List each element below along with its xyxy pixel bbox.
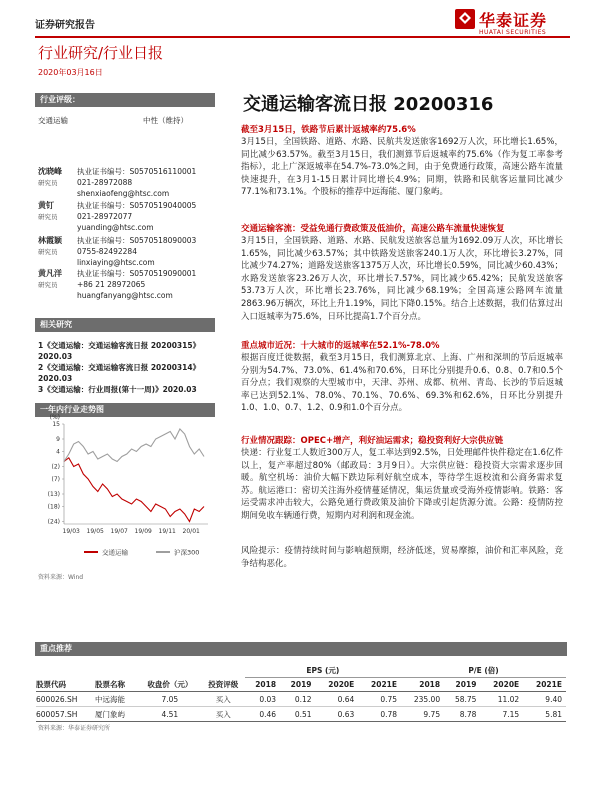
- col-header: 2021E: [371, 680, 398, 689]
- logo-text-en: HUATAI SECURITIES: [479, 29, 547, 36]
- y-tick-label: (2): [51, 463, 60, 471]
- section-body: 根据百度迁徙数据，截至3月15日，我们测算北京、上海、广州和深圳的节后返城率分别为54.7%、73.0%、61.4%和70.6%，日环比分别提升0.6、0.8、0.7和0.5个百分点；我们观察的大型城市中，天津、苏州、成都、杭州、青岛、长沙的节后返城率已达到52.1%、78.0%、70.1%、70.6%、69.3%和62.6%，日环比分别提升1.0、1.0、0.7、1.2、0.9和1.0个百分点。: [241, 353, 563, 414]
- report-category: 行业研究/行业日报: [38, 44, 164, 62]
- analyst-name: 黄钉: [38, 201, 54, 210]
- col-header: 股票名称: [95, 679, 126, 689]
- section-body: 快递：行业复工人数近300万人，复工率达到92.5%，日处理邮件快件稳定在1.6亿件以上，复产率超过80%（邮政局：3月9日）。大宗供应链：稳投资大宗需求逐步回暖。航空机场：油价大幅下跌边际利好航空成本，等待学生返校流和公商务需求复苏。航运港口：密切关注海外疫情蔓延情况，集运货量或受海外疫情影响。铁路：客运受需求冲击较大，公路免通行费政策及油价下降或引起货源分流。公路：疫情防控期间免收车辆通行费，短期内对利润和现金流。: [241, 448, 563, 521]
- table-cell: 中远海能: [95, 694, 126, 704]
- table-cell: 5.81: [545, 709, 562, 719]
- analyst-license: 执业证书编号：S0570516110001: [77, 167, 197, 176]
- pe-group-header: P/E (倍): [401, 664, 566, 678]
- table-cell: 600057.SH: [36, 709, 78, 719]
- table-cell: 9.75: [423, 709, 441, 719]
- col-header: 2021E: [536, 680, 562, 689]
- table-row: [36, 692, 566, 707]
- analyst-info: [77, 166, 196, 199]
- rating-bar: 行业评级：: [35, 93, 215, 107]
- section-heading: 行业情况跟踪：OPEC+增产，利好油运需求；稳投资利好大宗供应链: [241, 436, 504, 446]
- table-cell: 8.78: [459, 709, 477, 719]
- table-cell: 600026.SH: [36, 694, 78, 704]
- analyst-name: 林霞颖: [38, 236, 62, 245]
- analyst-name: 黄凡洋: [38, 269, 62, 278]
- analyst-license: 执业证书编号：S0570518090003: [77, 236, 197, 245]
- table-cell: 7.15: [502, 709, 520, 719]
- risk-warning: 风险提示：疫情持续时间与影响超预期，经济低迷，贸易摩擦，油价和汇率风险，竞争结构恶化。: [241, 546, 563, 569]
- analyst-license: 执业证书编号：S0570519040005: [77, 201, 197, 210]
- table-cell: 58.75: [454, 694, 477, 704]
- table-source: 资料来源：华泰证券研究所: [38, 725, 111, 732]
- analyst-phone: 021-28972077: [77, 212, 133, 221]
- section-body: 3月15日，全国铁路、道路、水路、民航发送旅客总量为1692.09万人次，环比增长1.65%，同比减少63.57%；其中铁路发送旅客240.1万人次，环比增长3.27%，同比减少74.27%；道路发送旅客1375万人次，环比增长0.59%，同比减少60.43%；水路发送旅客23.26万人次，环比增长7.57%，同比减少65.42%；民航发送旅客53.73万人次，环比增长23.76%，同比减少68.19%；全国高速公路网车流量2863.96万辆次，环比上升1.19%，同比下降0.15%。结合上述数据，我们估算过出入口返城率为75.6%，日环比提高1.7个百分点。: [241, 236, 563, 322]
- table-cell: 0.12: [294, 694, 312, 704]
- analyst-email[interactable]: shenxiaofeng@htsc.com: [77, 189, 170, 198]
- table-cell: 11.02: [497, 694, 520, 704]
- table-cell: 0.64: [337, 694, 355, 704]
- x-tick-label: 19/11: [158, 528, 176, 535]
- x-tick-label: 19/09: [134, 528, 152, 535]
- legend-label: 沪深300: [174, 548, 200, 557]
- table-cell: 0.78: [380, 709, 398, 719]
- recommendation-bar: 重点推荐: [35, 642, 567, 656]
- section-heading: 交通运输客流：受益免通行费政策及低油价，高速公路车流量快速恢复: [241, 224, 505, 234]
- col-header: 2020E: [493, 680, 520, 689]
- analyst-info: [77, 268, 196, 301]
- table-cell: 0.46: [259, 709, 277, 719]
- table-cell: 0.75: [380, 694, 398, 704]
- y-tick-label: (13): [47, 491, 60, 498]
- analyst-info: [77, 200, 196, 233]
- series-line: [64, 458, 204, 522]
- col-header: 2018: [255, 680, 277, 689]
- col-header: 2020E: [328, 680, 355, 689]
- logo-mark-icon: [455, 9, 475, 29]
- table-cell: 0.03: [259, 694, 277, 704]
- col-header: 2019: [290, 680, 312, 689]
- table-cell: 0.51: [294, 709, 312, 719]
- analyst-role: 研究员: [38, 248, 58, 256]
- company-logo: [455, 6, 570, 40]
- y-tick-label: (7): [51, 476, 60, 483]
- analyst-name: 沈晓峰: [38, 167, 62, 176]
- table-cell: 235.00: [413, 694, 441, 704]
- analyst-card: [38, 268, 218, 312]
- analyst-email[interactable]: linxiaying@htsc.com: [77, 258, 155, 267]
- table-cell: 买入: [215, 709, 231, 719]
- rating-industry: 交通运输: [38, 116, 68, 125]
- eps-group-header: EPS (元): [245, 664, 401, 678]
- report-date: 2020年03月16日: [38, 68, 103, 77]
- section-heading: 截至3月15日，铁路节后累计返城率约75.6%: [241, 125, 416, 135]
- trend-chart-bar: 一年内行业走势图: [35, 403, 215, 417]
- analyst-phone: 021-28972088: [77, 178, 133, 187]
- analyst-role: 研究员: [38, 179, 58, 187]
- table-cell: 9.40: [545, 694, 562, 704]
- analyst-role: 研究员: [38, 281, 58, 289]
- x-tick-label: 20/01: [182, 528, 200, 535]
- analyst-info: [77, 235, 196, 268]
- series-line: [64, 429, 204, 462]
- analyst-email[interactable]: huangfanyang@htsc.com: [77, 291, 173, 300]
- y-tick-label: (24): [47, 518, 60, 526]
- chart-source: 资料来源：Wind: [38, 574, 84, 581]
- report-title: 交通运输客流日报 20200316: [243, 94, 494, 115]
- y-tick-label: (%): [49, 414, 60, 421]
- analyst-email[interactable]: yuanding@htsc.com: [77, 223, 154, 232]
- rating-value: 中性（维持）: [143, 116, 188, 125]
- x-tick-label: 19/07: [110, 528, 128, 535]
- x-tick-label: 19/03: [62, 528, 80, 535]
- related-report-link[interactable]: 3《交通运输：行业周报(第十一周)》2020.03: [38, 385, 197, 394]
- section-body: 3月15日，全国铁路、道路、水路、民航共发送旅客1692万人次，环比增长1.65%，同比减少63.57%。截至3月15日，我们测算节后返城率约75.6%（作为复工率参考指标），北上广深返城率在54.7%-73.0%之间，由于免费通行政策，高速公路车流量快速提升，在3月1-15日累计同比增长4.9%；同期，铁路和民航客运量同比减少77.1%和73.1%。个股标的推荐中远海能、厦门象屿。: [241, 137, 563, 198]
- table-group-spacer: [36, 664, 245, 678]
- analyst-phone: 0755-82492284: [77, 247, 137, 256]
- table-cell: 0.63: [337, 709, 355, 719]
- y-tick-label: 9: [56, 436, 60, 443]
- analyst-phone: +86 21 28972065: [77, 280, 146, 289]
- trend-chart: [36, 412, 216, 572]
- y-tick-label: 4: [56, 448, 60, 456]
- table-row: [36, 707, 566, 722]
- y-tick-label: 15: [52, 421, 60, 428]
- section-heading: 重点城市近况：十大城市的返城率在52.1%-78.0%: [241, 341, 440, 351]
- recommendation-table: [36, 664, 566, 722]
- y-tick-label: (18): [47, 503, 60, 511]
- table-cell: 4.51: [161, 709, 179, 719]
- related-report-link[interactable]: 1《交通运输：交通运输客流日报 20200315》2020.03: [38, 341, 201, 361]
- table-cell: 厦门象屿: [95, 709, 126, 719]
- header-divider: [35, 36, 570, 38]
- x-tick-label: 19/05: [86, 528, 104, 535]
- col-header: 收盘价（元）: [147, 679, 193, 689]
- report-type: 证券研究报告: [35, 20, 95, 31]
- analyst-role: 研究员: [38, 213, 58, 221]
- table-cell: 买入: [215, 694, 231, 704]
- analyst-license: 执业证书编号：S0570519090001: [77, 269, 197, 278]
- col-header: 2019: [455, 680, 477, 689]
- legend-label: 交通运输: [102, 548, 128, 557]
- table-cell: 7.05: [161, 694, 179, 704]
- related-research-bar: 相关研究: [35, 318, 215, 332]
- logo-text-cn: 华泰证券: [479, 11, 548, 30]
- related-report-link[interactable]: 2《交通运输：交通运输客流日报 20200314》2020.03: [38, 363, 201, 383]
- col-header: 2018: [419, 680, 441, 689]
- col-header: 投资评级: [208, 679, 239, 689]
- col-header: 股票代码: [36, 679, 66, 689]
